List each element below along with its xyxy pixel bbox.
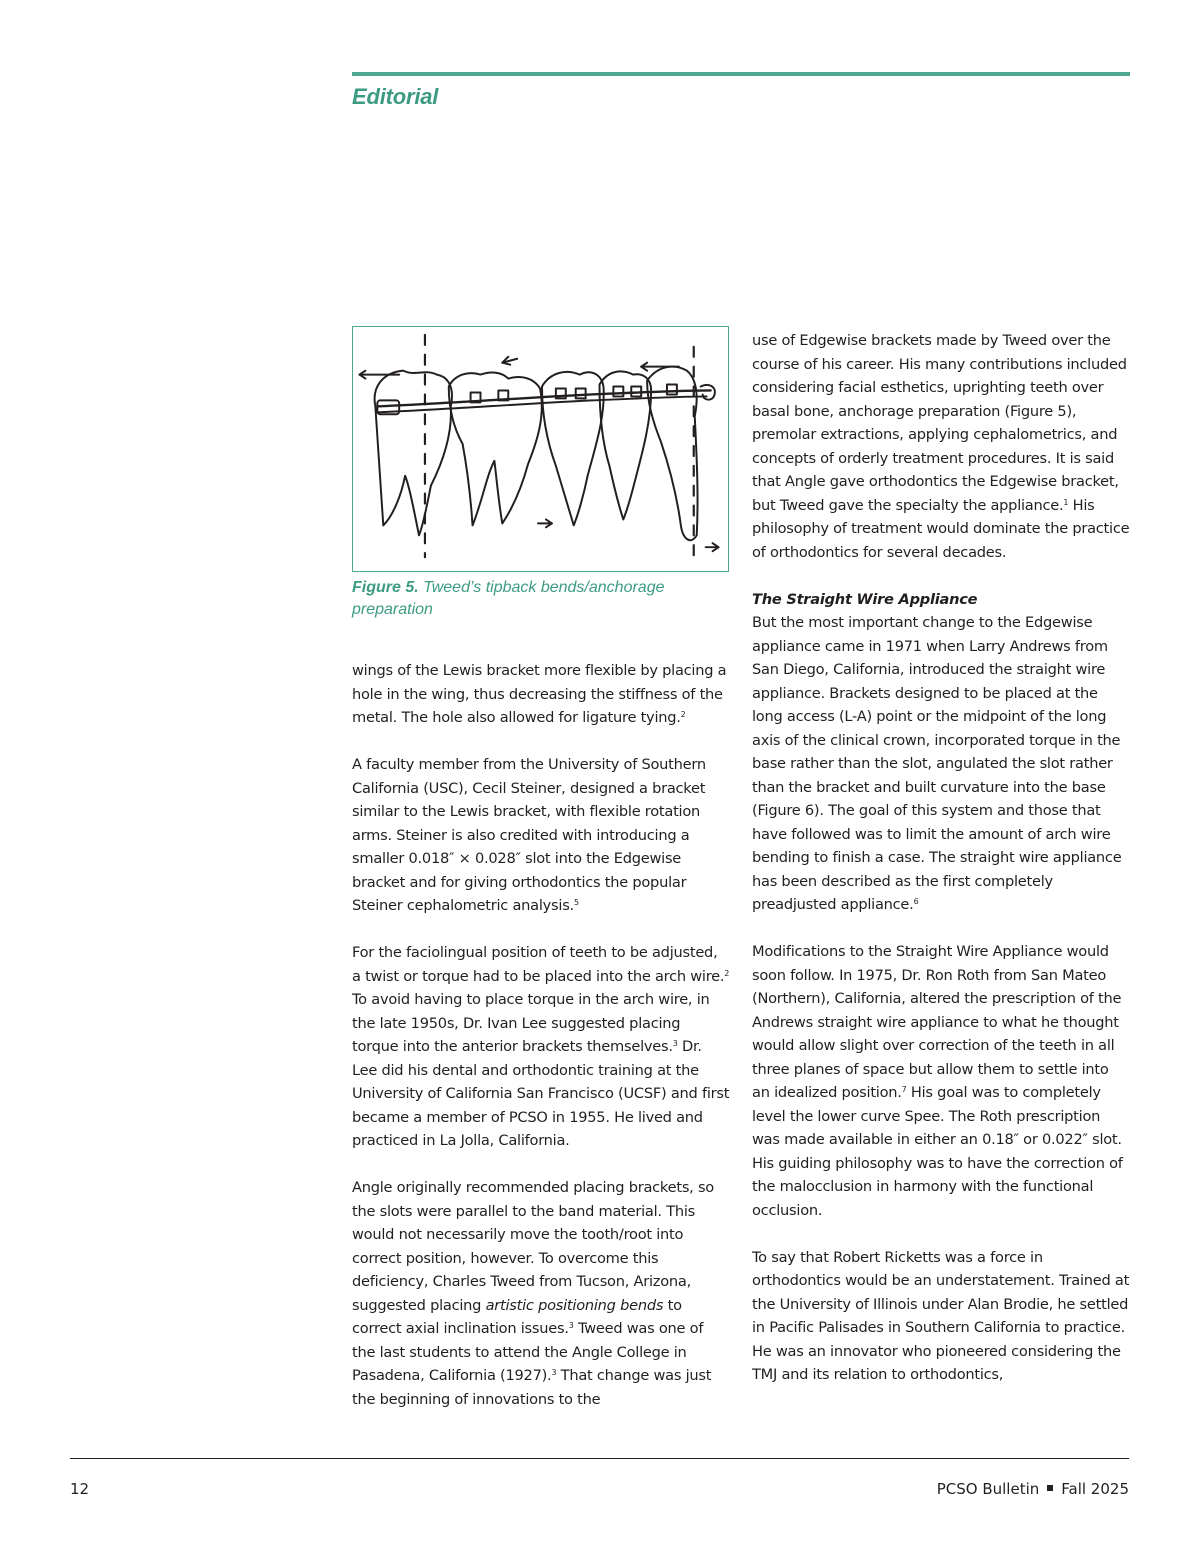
paragraph: wings of the Lewis bracket more flexible by placing a hole in the wing, thus decreasing the stiffness of the metal. The hole also allowed for ligature tying.$^2$ [352,662,727,726]
figure-caption-text: Tweed’s tipback bends/anchorage preparation [352,579,665,618]
header-rule [352,72,1130,76]
footer-rule [70,1458,1129,1459]
tooth-diagram-icon [353,327,728,571]
paragraph: To say that Robert Ricketts was a force in orthodontics would be an understatement. Trained at the University of Illinois under Alan Brodie, he settled in Pacific Palisades in Southern California to practice. He was an innovator who pioneered considering the TMJ and its relation to orthodontics, [752,1248,1130,1383]
figure-label: Figure 5. [352,579,419,596]
paragraph: Angle originally recommended placing brackets, so the slots were parallel to the band material. This would not necessarily move the tooth/root into correct position, however. To overcome this deficiency, Charles Tweed from Tucson, Arizona, suggested placing artistic positioning bends to correct axial inclination issues.$^3$ Tweed was one of the last students to attend the Angle College in Pasadena, California (1927).$^3$ That change was just the beginning of innovations to the [352,1179,714,1408]
figure-5 [352,326,729,572]
page-number: 12 [70,1480,90,1498]
publication-name: PCSO Bulletin [936,1480,1040,1498]
footer-publication [937,1480,1129,1498]
subheading: The Straight Wire Appliance [752,590,978,608]
figure-caption [352,577,722,621]
paragraph: A faculty member from the University of Southern California (USC), Cecil Steiner, designed a bracket similar to the Lewis bracket, with flexible rotation arms. Steiner is also credited with introducing a smaller 0.018″ × 0.028″ slot into the Edgewise bracket and for giving orthodontics the popular Steiner cephalometric analysis.$^5$ [352,756,706,914]
left-column [352,659,730,1435]
separator-square-icon [1047,1485,1053,1491]
paragraph: use of Edgewise brackets made by Tweed over the course of his career. His many contributions included considering facial esthetics, uprighting teeth over basal bone, anchorage preparation (Figure 5), premolar extractions, applying cephalometrics, and concepts of orderly treatment procedures. It is said that Angle gave orthodontics the Edgewise bracket, but Tweed gave the specialty the appliance.$^1$ His philosophy of treatment would dominate the practice of orthodontics for several decades. [752,332,1130,561]
issue-date: Fall 2025 [1061,1480,1129,1498]
paragraph: Modifications to the Straight Wire Appliance would soon follow. In 1975, Dr. Ron Roth from San Mateo (Northern), California, altered the prescription of the Andrews straight wire appliance to what he thought would allow slight over correction of the teeth in all three planes of space but allow them to settle into an idealized position.$^7$ His goal was to completely level the lower curve Spee. The Roth prescription was made available in either an 0.18″ or 0.022″ slot. His guiding philosophy was to have the correction of the malocclusion in harmony with the functional occlusion. [752,943,1123,1219]
right-column [752,329,1130,1410]
paragraph: But the most important change to the Edgewise appliance came in 1971 when Larry Andrews from San Diego, California, introduced the straight wire appliance. Brackets designed to be placed at the long access (L-A) point or the midpoint of the long axis of the clinical crown, incorporated torque in the base rather than the slot, angulated the slot rather than the bracket and built curvature into the base (Figure 6). The goal of this system and those that have followed was to limit the amount of arch wire bending to finish a case. The straight wire appliance has been described as the first completely preadjusted appliance.$^6$ [752,614,1122,913]
section-title: Editorial [352,84,439,109]
paragraph: For the faciolingual position of teeth to be adjusted, a twist or torque had to be placed into the arch wire.$^2$ To avoid having to place torque in the arch wire, in the late 1950s, Dr. Ivan Lee suggested placing torque into the anterior brackets themselves.$^3$ Dr. Lee did his dental and orthodontic training at the University of California San Francisco (UCSF) and first became a member of PCSO in 1955. He lived and practiced in La Jolla, California. [352,944,730,1149]
